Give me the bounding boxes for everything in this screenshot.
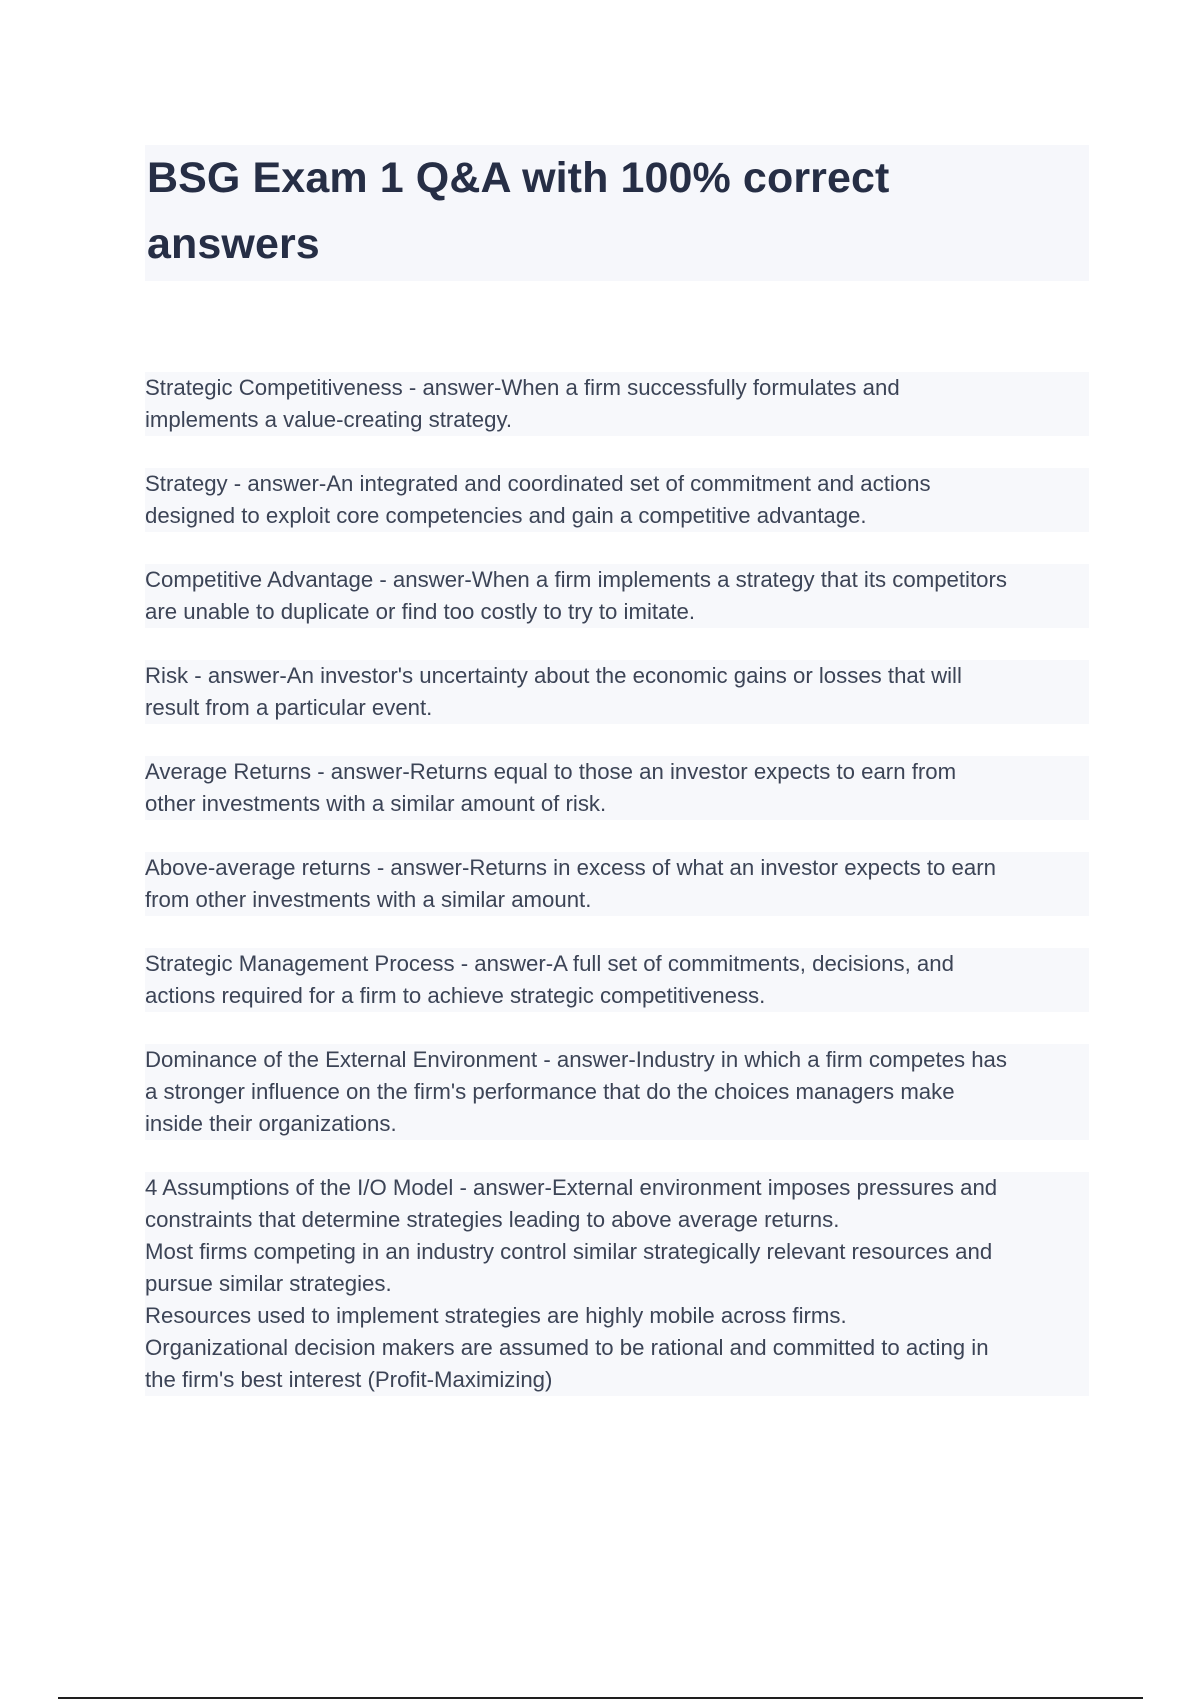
qa-entry [145,1172,1089,1396]
qa-entry-line: Strategic Competitiveness - answer-When a firm successfully formulates and [145,372,1089,404]
qa-entry-line: designed to exploit core competencies and gain a competitive advantage. [145,500,1089,532]
qa-entry-line: Strategic Management Process - answer-A full set of commitments, decisions, and [145,948,1089,980]
qa-entry-line: Competitive Advantage - answer-When a firm implements a strategy that its competitors [145,564,1089,596]
qa-entry [145,372,1089,436]
qa-entry-line: Organizational decision makers are assumed to be rational and committed to acting in [145,1332,1089,1364]
qa-entry-line: 4 Assumptions of the I/O Model - answer-External environment imposes pressures and [145,1172,1089,1204]
qa-entry-line: Strategy - answer-An integrated and coordinated set of commitment and actions [145,468,1089,500]
qa-entry-line: are unable to duplicate or find too costly to try to imitate. [145,596,1089,628]
footer-rule [58,1697,1143,1699]
qa-entry-line: a stronger influence on the firm's performance that do the choices managers make [145,1076,1089,1108]
qa-entry-line: Average Returns - answer-Returns equal to those an investor expects to earn from [145,756,1089,788]
document-title-line-1: BSG Exam 1 Q&A with 100% correct [147,154,890,202]
qa-entry [145,948,1089,1012]
qa-entry-line: Most firms competing in an industry control similar strategically relevant resources and [145,1236,1089,1268]
qa-entry-line: inside their organizations. [145,1108,1089,1140]
qa-entry-line: result from a particular event. [145,692,1089,724]
qa-entry-line: the firm's best interest (Profit-Maximizing) [145,1364,1089,1396]
qa-entries [145,372,1089,1428]
qa-entry-line: Resources used to implement strategies are highly mobile across firms. [145,1300,1089,1332]
qa-entry [145,660,1089,724]
document-title-line-2: answers [147,220,320,268]
qa-entry [145,564,1089,628]
qa-entry-line: implements a value-creating strategy. [145,404,1089,436]
qa-entry [145,852,1089,916]
qa-entry-line: actions required for a firm to achieve strategic competitiveness. [145,980,1089,1012]
qa-entry-line: from other investments with a similar amount. [145,884,1089,916]
qa-entry [145,468,1089,532]
qa-entry-line: Risk - answer-An investor's uncertainty about the economic gains or losses that will [145,660,1089,692]
qa-entry-line: Above-average returns - answer-Returns in excess of what an investor expects to earn [145,852,1089,884]
document-title [147,145,1089,277]
qa-entry-line: constraints that determine strategies leading to above average returns. [145,1204,1089,1236]
qa-entry-line: pursue similar strategies. [145,1268,1089,1300]
qa-entry-line: other investments with a similar amount of risk. [145,788,1089,820]
qa-entry [145,756,1089,820]
qa-entry-line: Dominance of the External Environment - answer-Industry in which a firm competes has [145,1044,1089,1076]
title-block [145,145,1089,281]
qa-entry [145,1044,1089,1140]
